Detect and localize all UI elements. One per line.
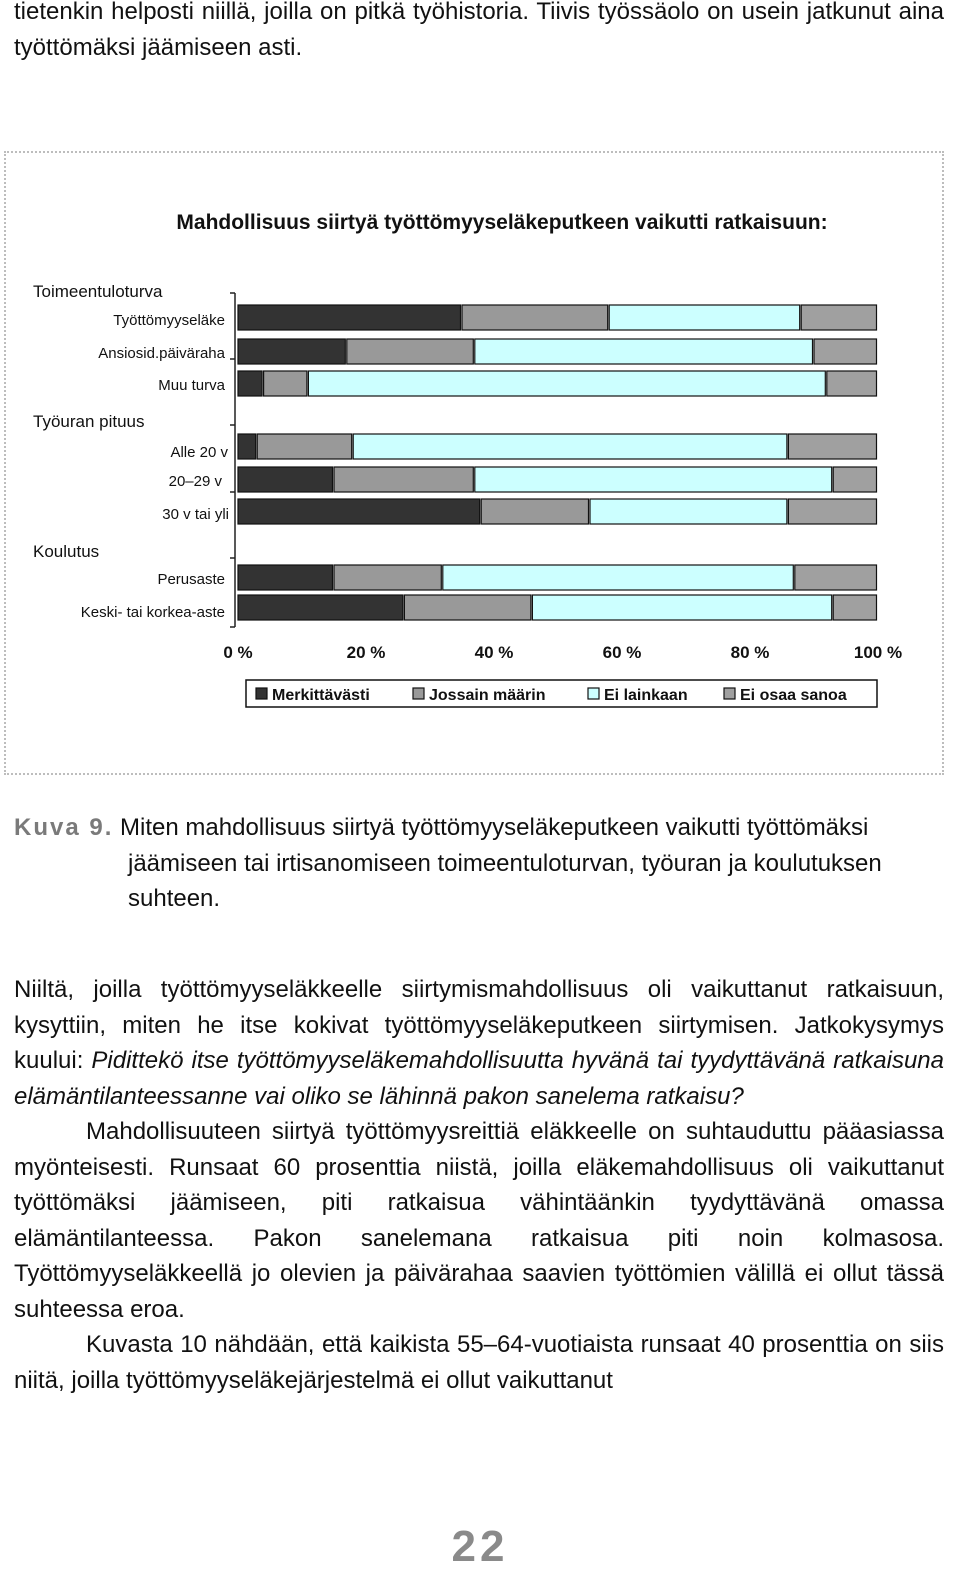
group-label-ty-uran-pituus: Työuran pituus	[33, 412, 145, 431]
bar-ei-lainkaan-keski-tai-korkea-aste	[532, 595, 831, 620]
category-label-keski-tai-korkea-aste: Keski- tai korkea-aste	[80, 604, 225, 621]
x-tick-label: 100 %	[853, 643, 903, 662]
bar-ei-lainkaan-ansiosid-p-iv-raha	[475, 339, 813, 364]
chart-title: Mahdollisuus siirtyä työttömyyseläkeputkeen vaikutti ratkaisuun:	[176, 211, 828, 234]
bar-merkitt-v-sti-alle-20-v	[238, 434, 256, 459]
bar-ei-osaa-sanoa-keski-tai-korkea-aste	[833, 595, 876, 620]
legend-label-ei-lainkaan: Ei lainkaan	[604, 687, 688, 704]
legend-swatch-ei-osaa-sanoa	[724, 688, 735, 699]
bar-ei-osaa-sanoa-muu-turva	[827, 371, 877, 396]
group-label-toimeentuloturva: Toimeentuloturva	[33, 282, 163, 301]
bar-ei-lainkaan-alle-20-v	[353, 434, 787, 459]
figure-caption	[14, 810, 944, 917]
legend-label-ei-osaa-sanoa: Ei osaa sanoa	[740, 687, 847, 704]
bar-merkitt-v-sti-keski-tai-korkea-aste	[238, 595, 403, 620]
paragraph-2: Mahdollisuuteen siirtyä työttömyysreittiä eläkkeelle on suhtauduttu pääasiassa myönteisesti. Runsaat 60 prosenttia niistä, joilla eläkemahdollisuus oli vaikuttanut työttömäksi jäämiseen, piti ratkaisua vähintäänkin tyydyttävänä omassa elämäntilanteessa. Pakon sanelemana ratkaisua piti noin kolmasosa. Työttömyyseläkkeellä jo olevien ja päivärahaa saavien työttömien välillä ei ollut tässä suhteessa eroa.	[14, 1118, 944, 1323]
x-tick-label: 80 %	[730, 643, 770, 662]
bar-ei-lainkaan-20-29-v	[475, 467, 832, 492]
bar-jossain-m-rin-ty-tt-myysel-ke	[462, 305, 608, 330]
paragraph-1-text: Niiltä, joilla työttömyyseläkkeelle siirtymismahdollisuus oli vaikuttanut ratkaisuun, kysyttiin, miten he itse kokivat työttömyyseläkeputkeen siirtymisen. Jatkokysymys kuului:	[14, 976, 944, 1074]
bar-merkitt-v-sti-20-29-v	[238, 467, 333, 492]
body-text	[14, 972, 944, 1398]
bar-ei-lainkaan-ty-tt-myysel-ke	[609, 305, 800, 330]
x-tick-label: 0 %	[223, 643, 253, 662]
category-label-alle-20-v: Alle 20 v	[170, 444, 228, 461]
page-number: 22	[451, 1522, 509, 1571]
bar-jossain-m-rin-perusaste	[334, 565, 441, 590]
bar-merkitt-v-sti-ty-tt-myysel-ke	[238, 305, 461, 330]
caption-text-first: Miten mahdollisuus siirtyä työttömyyseläkeputkeen vaikutti työttömäksi	[120, 814, 869, 841]
bar-ei-osaa-sanoa-30-v-tai-yli	[788, 499, 876, 524]
intro-text: tietenkin helposti niillä, joilla on pitkä työhistoria. Tiivis työssäolo on usein jatkunut aina työttömäksi jäämiseen asti.	[14, 0, 944, 61]
bar-ei-lainkaan-muu-turva	[308, 371, 825, 396]
bar-ei-osaa-sanoa-ansiosid-p-iv-raha	[814, 339, 877, 364]
bar-ei-lainkaan-perusaste	[443, 565, 794, 590]
caption-label: Kuva 9.	[14, 814, 114, 841]
bar-jossain-m-rin-alle-20-v	[257, 434, 352, 459]
bar-jossain-m-rin-keski-tai-korkea-aste	[404, 595, 531, 620]
legend-label-merkitt-v-sti: Merkittävästi	[272, 687, 370, 704]
category-label-ty-tt-myysel-ke: Työttömyyseläke	[113, 312, 225, 329]
bar-ei-osaa-sanoa-alle-20-v	[788, 434, 876, 459]
x-tick-label: 20 %	[346, 643, 386, 662]
x-tick-label: 40 %	[474, 643, 514, 662]
bar-jossain-m-rin-ansiosid-p-iv-raha	[347, 339, 474, 364]
group-label-koulutus: Koulutus	[33, 542, 100, 561]
category-label-30-v-tai-yli: 30 v tai yli	[162, 506, 229, 523]
category-label-perusaste: Perusaste	[157, 571, 225, 588]
category-label-muu-turva: Muu turva	[158, 377, 225, 394]
bar-ei-osaa-sanoa-perusaste	[795, 565, 877, 590]
bar-jossain-m-rin-20-29-v	[334, 467, 473, 492]
legend-swatch-jossain-m-rin	[413, 688, 424, 699]
paragraph-1	[14, 972, 944, 1114]
bar-ei-lainkaan-30-v-tai-yli	[590, 499, 787, 524]
category-label-20-29-v: 20–29 v	[168, 473, 222, 490]
bar-ei-osaa-sanoa-20-29-v	[833, 467, 876, 492]
bar-merkitt-v-sti-ansiosid-p-iv-raha	[238, 339, 345, 364]
bar-jossain-m-rin-muu-turva	[264, 371, 307, 396]
legend-swatch-ei-lainkaan	[588, 688, 599, 699]
bar-merkitt-v-sti-muu-turva	[238, 371, 262, 396]
category-label-ansiosid-p-iv-raha: Ansiosid.päiväraha	[98, 345, 225, 362]
survey-question: Pidittekö itse työttömyyseläkemahdollisuutta hyvänä tai tyydyttävänä ratkaisuna elämäntilanteessanne vai oliko se lähinnä pakon sanelema ratkaisu?	[14, 1047, 944, 1110]
stacked-bar-chart	[0, 0, 960, 790]
bar-jossain-m-rin-30-v-tai-yli	[481, 499, 588, 524]
x-tick-label: 60 %	[602, 643, 642, 662]
paragraph-3: Kuvasta 10 nähdään, että kaikista 55–64-vuotiaista runsaat 40 prosenttia on siis niitä, joilla työttömyyseläkejärjestelmä ei ollut vaikuttanut	[14, 1331, 944, 1394]
bar-merkitt-v-sti-perusaste	[238, 565, 333, 590]
bar-merkitt-v-sti-30-v-tai-yli	[238, 499, 480, 524]
caption-text-cont: jäämiseen tai irtisanomiseen toimeentuloturvan, työuran ja koulutuksen suhteen.	[128, 849, 882, 912]
bar-ei-osaa-sanoa-ty-tt-myysel-ke	[801, 305, 876, 330]
legend-swatch-merkitt-v-sti	[256, 688, 267, 699]
legend-label-jossain-m-rin: Jossain määrin	[429, 687, 546, 704]
